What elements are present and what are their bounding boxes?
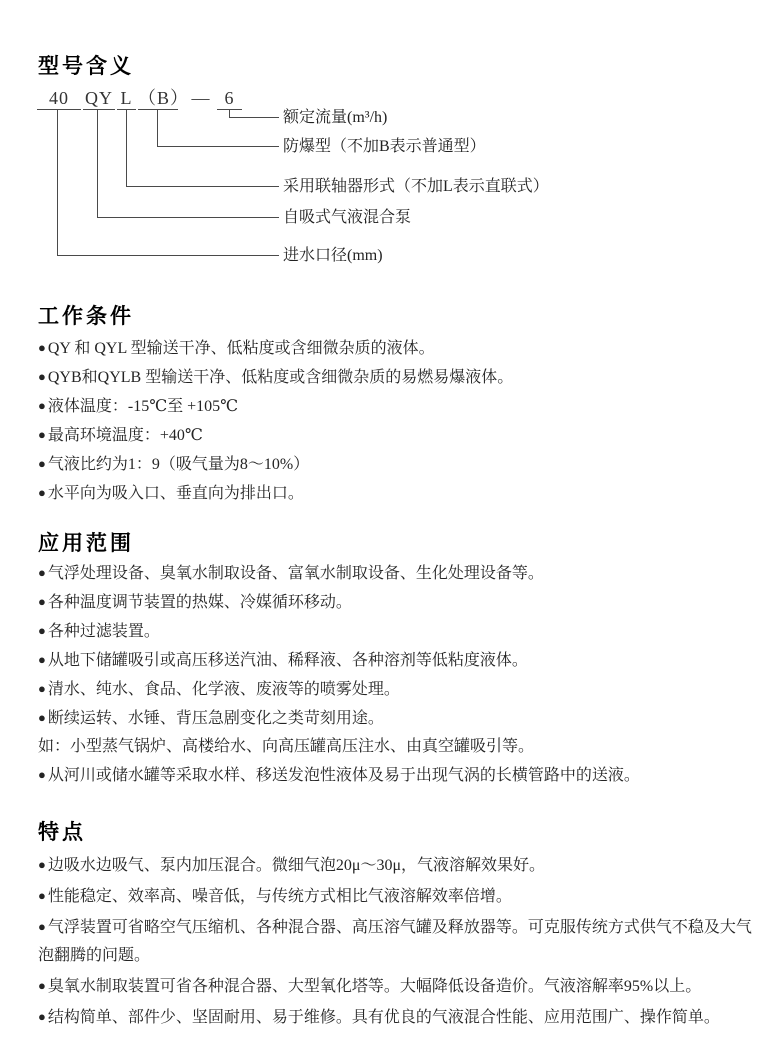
application-item: ● 断续运转、水锤、背压急剧变化之类苛刻用途。 xyxy=(38,704,752,733)
application-example-note: 如：小型蒸气锅炉、高楼给水、向高压罐高压注水、由真空罐吸引等。 xyxy=(38,738,535,755)
working-conditions-list xyxy=(38,334,748,508)
application-item: ● 各种过滤装置。 xyxy=(38,617,752,646)
section-title-working-conditions: 工作条件 xyxy=(38,305,134,328)
features-list xyxy=(38,851,754,1034)
feature-item: ● 边吸水边吸气、泵内加压混合。微细气泡20μ～30μ，气液溶解效果好。 xyxy=(38,851,754,880)
section-title-model-meaning: 型号含义 xyxy=(38,55,134,78)
diagram-label-coupling-form: 采用联轴器形式（不加L表示直联式） xyxy=(283,178,549,195)
working-condition-item: ● 水平向为吸入口、垂直向为排出口。 xyxy=(38,479,748,508)
feature-item: ● 气浮装置可省略空气压缩机、各种混合器、高压溶气罐及释放器等。可克服传统方式供气不稳及大气泡翻腾的问题。 xyxy=(38,913,754,970)
section-title-features: 特点 xyxy=(38,821,86,844)
working-condition-item: ● 液体温度：-15℃至 +105℃ xyxy=(38,392,748,421)
applications-list xyxy=(38,559,752,790)
model-code-diagram xyxy=(0,88,780,283)
model-code-explosion: （B） xyxy=(138,88,190,108)
working-condition-item: ● 最高环境温度：+40℃ xyxy=(38,421,748,450)
working-condition-item: ● QYB和QYLB 型输送干净、低粘度或含细微杂质的易燃易爆液体。 xyxy=(38,363,748,392)
model-code-pump-type: QY xyxy=(85,88,113,108)
application-item: ● 从地下储罐吸引或高压移送汽油、稀释液、各种溶剂等低粘度液体。 xyxy=(38,646,752,675)
model-code-coupling: L xyxy=(117,88,136,110)
application-item: ● 清水、纯水、食品、化学液、废液等的喷雾处理。 xyxy=(38,675,752,704)
feature-item: ● 臭氧水制取装置可省各种混合器、大型氧化塔等。大幅降低设备造价。气液溶解率95%以上。 xyxy=(38,972,754,1001)
working-condition-item: ● QY 和 QYL 型输送干净、低粘度或含细微杂质的液体。 xyxy=(38,334,748,363)
diagram-label-rated-flow: 额定流量(m³/h) xyxy=(283,109,388,126)
application-item: ● 各种温度调节装置的热媒、冷媒循环移动。 xyxy=(38,588,752,617)
diagram-label-self-priming: 自吸式气液混合泵 xyxy=(283,209,412,226)
model-code-dash: — xyxy=(191,88,211,108)
working-condition-item: ● 气液比约为1：9（吸气量为8～10%） xyxy=(38,450,748,479)
model-code-inlet-size: 40 xyxy=(37,88,81,110)
application-item: ● 从河川或储水罐等采取水样、移送发泡性液体及易于出现气涡的长横管路中的送液。 xyxy=(38,761,752,790)
feature-item: ● 性能稳定、效率高、噪音低，与传统方式相比气液溶解效率倍增。 xyxy=(38,882,754,911)
diagram-label-inlet-diameter: 进水口径(mm) xyxy=(283,247,383,264)
application-item: ● 气浮处理设备、臭氧水制取设备、富氧水制取设备、生化处理设备等。 xyxy=(38,559,752,588)
feature-item: ● 结构简单、部件少、坚固耐用、易于维修。具有优良的气液混合性能、应用范围广、操作简单。 xyxy=(38,1003,754,1032)
diagram-label-explosion-proof: 防爆型（不加B表示普通型） xyxy=(283,138,486,155)
section-title-applications: 应用范围 xyxy=(38,532,134,555)
connector-line-inlet xyxy=(57,109,279,256)
model-code-flow: 6 xyxy=(217,88,242,110)
